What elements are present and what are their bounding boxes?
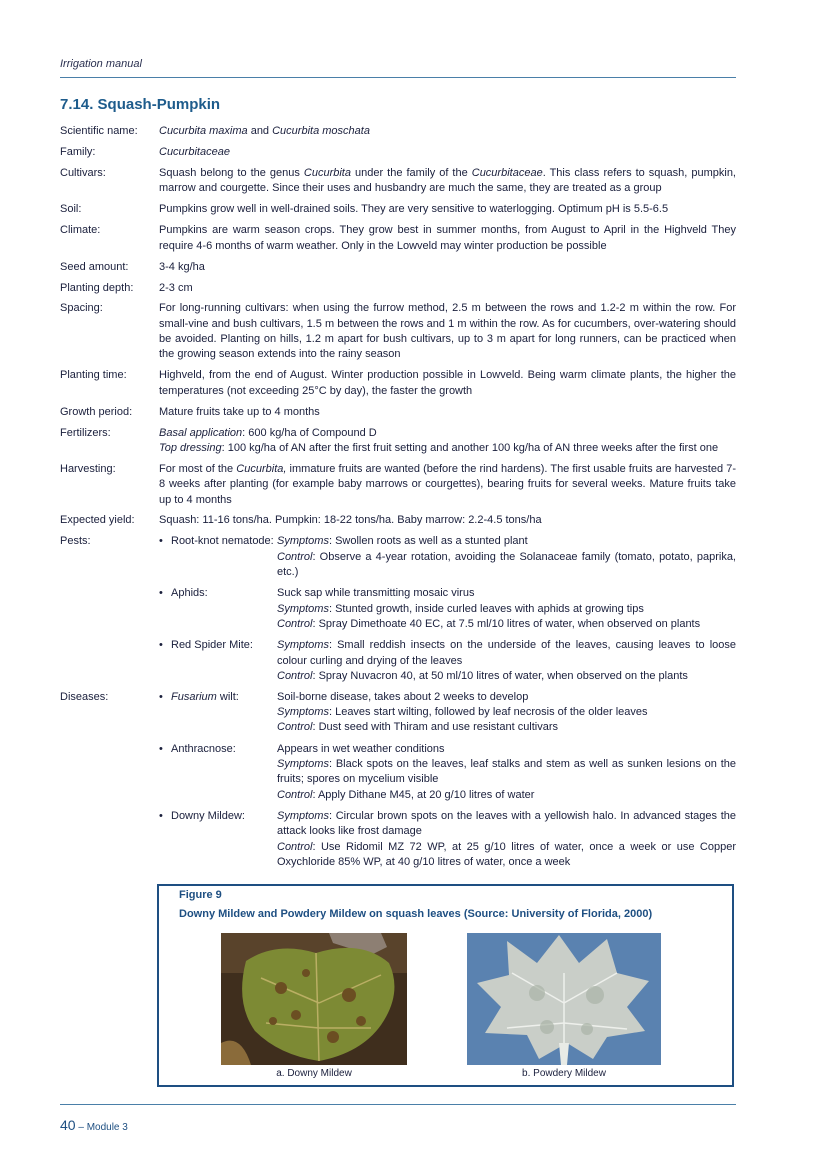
disease-control: Control: Dust seed with Thiram and use resistant cultivars bbox=[277, 721, 559, 734]
row-cultivars bbox=[60, 166, 736, 197]
bullet-icon: • bbox=[159, 742, 163, 755]
crop-info-content bbox=[60, 124, 736, 876]
pest-aphids bbox=[159, 586, 736, 632]
row-harvesting bbox=[60, 462, 736, 508]
caption-downy-mildew: a. Downy Mildew bbox=[276, 1068, 352, 1079]
pest-control: Control: Spray Dimethoate 40 EC, at 7.5 ml/10 litres of water, when observed on plants bbox=[277, 617, 701, 630]
disease-downy-mildew bbox=[159, 809, 736, 870]
species-2: Cucurbita moschata bbox=[272, 125, 370, 137]
disease-description: Soil-borne disease, takes about 2 weeks to develop bbox=[277, 690, 529, 703]
row-planting-time bbox=[60, 368, 736, 399]
disease-name: Downy Mildew: bbox=[171, 809, 245, 822]
row-spacing bbox=[60, 301, 736, 362]
diseases-list bbox=[159, 690, 736, 870]
harvesting-text-2: immature fruits are wanted (before the rind hardens). The first usable fruits are harvested 7-8 weeks after planting (for example baby marrows or courgettes), bearing fruits for several weeks. Mature fruits take up to 4 months bbox=[159, 462, 736, 506]
value-climate: Pumpkins are warm season crops. They grow best in summer months, from August to April in the Highveld They require 4-6 months of warm weather. Only in the Lowveld may winter production be possible bbox=[159, 224, 736, 252]
figure-number: Figure 9 bbox=[179, 889, 222, 901]
figure-caption: Downy Mildew and Powdery Mildew on squash leaves (Source: University of Florida, 2000) bbox=[179, 908, 653, 920]
disease-description: Appears in wet weather conditions bbox=[277, 742, 445, 755]
label-planting-depth: Planting depth: bbox=[60, 281, 134, 294]
value-growth-period: Mature fruits take up to 4 months bbox=[159, 405, 320, 418]
value-spacing: For long-running cultivars: when using the furrow method, 2.5 m between the rows and 1.2-2 m within the row. For small-vine and bush cultivars, 1.5 m between the rows and 1 m within the row. As for cucumbers, over-watering should be avoided. Planting on hills, 1.2 m apart for bush cultivars, up to 3 m apart for long runners, can be practiced when the growing season extends into the rainy season bbox=[159, 302, 736, 361]
bullet-icon: • bbox=[159, 809, 163, 822]
value-harvesting bbox=[159, 462, 736, 508]
row-seed-amount bbox=[60, 260, 736, 275]
disease-control: Control: Apply Dithane M45, at 20 g/10 litres of water bbox=[277, 788, 535, 801]
row-planting-depth bbox=[60, 281, 736, 296]
row-scientific-name bbox=[60, 124, 736, 139]
label-soil: Soil: bbox=[60, 203, 82, 216]
value-seed-amount: 3-4 kg/ha bbox=[159, 260, 205, 273]
cultivars-text-1: Squash belong to the genus bbox=[159, 166, 304, 179]
footer bbox=[60, 1117, 128, 1135]
header-title: Irrigation manual bbox=[60, 58, 142, 70]
row-pests bbox=[60, 534, 736, 684]
figure-box bbox=[157, 884, 734, 1087]
top-dressing-text: : 100 kg/ha of AN after the first fruit setting and another 100 kg/ha of AN three weeks after the first one bbox=[221, 441, 719, 454]
disease-name: Anthracnose: bbox=[171, 742, 236, 755]
label-scientific-name: Scientific name: bbox=[60, 125, 138, 137]
harvesting-genus: Cucurbita, bbox=[236, 462, 287, 475]
row-climate bbox=[60, 223, 736, 254]
pest-symptoms: Symptoms: Swollen roots as well as a stunted plant bbox=[277, 535, 528, 548]
disease-fusarium bbox=[159, 690, 736, 736]
label-climate: Climate: bbox=[60, 224, 101, 237]
row-family bbox=[60, 145, 736, 160]
row-diseases bbox=[60, 690, 736, 870]
label-growth-period: Growth period: bbox=[60, 405, 133, 418]
label-fertilizers: Fertilizers: bbox=[60, 426, 111, 439]
header-rule bbox=[60, 77, 736, 78]
caption-powdery-mildew: b. Powdery Mildew bbox=[522, 1068, 606, 1079]
cultivars-family: Cucurbitaceae bbox=[471, 166, 543, 179]
value-family: Cucurbitaceae bbox=[159, 145, 230, 158]
pest-control: Control: Observe a 4-year rotation, avoiding the Solanaceae family (tomato, potato, paprika, etc.) bbox=[277, 550, 736, 579]
pests-list bbox=[159, 534, 736, 684]
row-soil bbox=[60, 202, 736, 217]
label-spacing: Spacing: bbox=[60, 302, 103, 315]
powdery-mildew-photo bbox=[467, 933, 661, 1065]
harvesting-text-1: For most of the bbox=[159, 462, 237, 475]
disease-symptoms: Symptoms: Leaves start wilting, followed by leaf necrosis of the older leaves bbox=[277, 706, 648, 719]
label-pests: Pests: bbox=[60, 535, 91, 548]
row-expected-yield bbox=[60, 513, 736, 528]
footer-rule bbox=[60, 1104, 736, 1105]
row-growth-period bbox=[60, 405, 736, 420]
pest-symptoms: Symptoms: Small reddish insects on the underside of the leaves, causing leaves to loose colour curling and drying of the leaves bbox=[277, 639, 736, 667]
cultivars-text-3: . This class refers to squash, pumpkin, marrow and courgette. Since their uses and husbandry are much the same, they are treated as a group bbox=[159, 166, 736, 195]
label-family: Family: bbox=[60, 145, 96, 158]
module-label: – Module 3 bbox=[75, 1122, 128, 1133]
value-planting-depth: 2-3 cm bbox=[159, 281, 193, 294]
pest-name: Aphids: bbox=[171, 587, 208, 600]
label-seed-amount: Seed amount: bbox=[60, 260, 129, 273]
label-planting-time: Planting time: bbox=[60, 369, 127, 382]
value-expected-yield: Squash: 11-16 tons/ha. Pumpkin: 18-22 tons/ha. Baby marrow: 2.2-4.5 tons/ha bbox=[159, 514, 542, 527]
page-number: 40 bbox=[60, 1117, 76, 1133]
value-planting-time: Highveld, from the end of August. Winter production possible in Lowveld. Being warm climate plants, the higher the temperatures (not exceeding 25°C by day), the faster the growth bbox=[159, 369, 736, 397]
label-expected-yield: Expected yield: bbox=[60, 514, 135, 527]
pest-control: Control: Spray Nuvacron 40, at 50 ml/10 litres of water, when observed on the plants bbox=[277, 669, 688, 682]
cultivars-text-2: under the family of the bbox=[350, 166, 472, 179]
row-fertilizers bbox=[60, 426, 736, 457]
pest-root-knot bbox=[159, 534, 736, 580]
cultivars-genus: Cucurbita bbox=[303, 166, 351, 179]
pest-name: Root-knot nematode: bbox=[171, 535, 274, 548]
label-cultivars: Cultivars: bbox=[60, 166, 106, 179]
basal-text: : 600 kg/ha of Compound D bbox=[242, 426, 377, 439]
disease-symptoms: Symptoms: Black spots on the leaves, leaf stalks and stem as well as sunken lesions on the fruits; spores on mycelium visible bbox=[277, 758, 736, 786]
species-1: Cucurbita maxima bbox=[159, 125, 248, 137]
value-scientific-name bbox=[159, 124, 736, 139]
disease-anthracnose bbox=[159, 742, 736, 803]
fertilizer-basal bbox=[159, 426, 736, 441]
value-soil: Pumpkins grow well in well-drained soils. They are very sensitive to waterlogging. Optimum pH is 5.5-6.5 bbox=[159, 203, 669, 216]
pest-red-spider-mite bbox=[159, 638, 736, 684]
pest-description: Suck sap while transmitting mosaic virus bbox=[277, 587, 475, 600]
bullet-icon: • bbox=[159, 639, 163, 652]
value-fertilizers bbox=[159, 426, 736, 457]
downy-mildew-photo bbox=[221, 933, 407, 1065]
section-title: 7.14. Squash-Pumpkin bbox=[60, 96, 221, 113]
pest-symptoms: Symptoms: Stunted growth, inside curled leaves with aphids at growing tips bbox=[277, 602, 644, 615]
fertilizer-top bbox=[159, 441, 736, 456]
bullet-icon: • bbox=[159, 690, 163, 703]
pest-name: Red Spider Mite: bbox=[171, 639, 253, 652]
bullet-icon: • bbox=[159, 535, 163, 548]
disease-symptoms: Symptoms: Circular brown spots on the leaves with a yellowish halo. In advanced stages the attack looks like frost damage bbox=[277, 809, 736, 838]
label-diseases: Diseases: bbox=[60, 690, 109, 703]
species-conjunction: and bbox=[247, 125, 273, 137]
bullet-icon: • bbox=[159, 587, 163, 600]
disease-control: Control: Use Ridomil MZ 72 WP, at 25 g/10 litres of water, once a week or use Copper Oxychloride 85% WP, at 40 g/10 litres of water, once a week bbox=[277, 840, 736, 868]
basal-label: Basal application bbox=[159, 426, 243, 439]
disease-name: Fusarium wilt: bbox=[171, 690, 239, 703]
value-cultivars bbox=[159, 166, 736, 197]
label-harvesting: Harvesting: bbox=[60, 462, 116, 475]
top-dressing-label: Top dressing bbox=[159, 441, 222, 454]
